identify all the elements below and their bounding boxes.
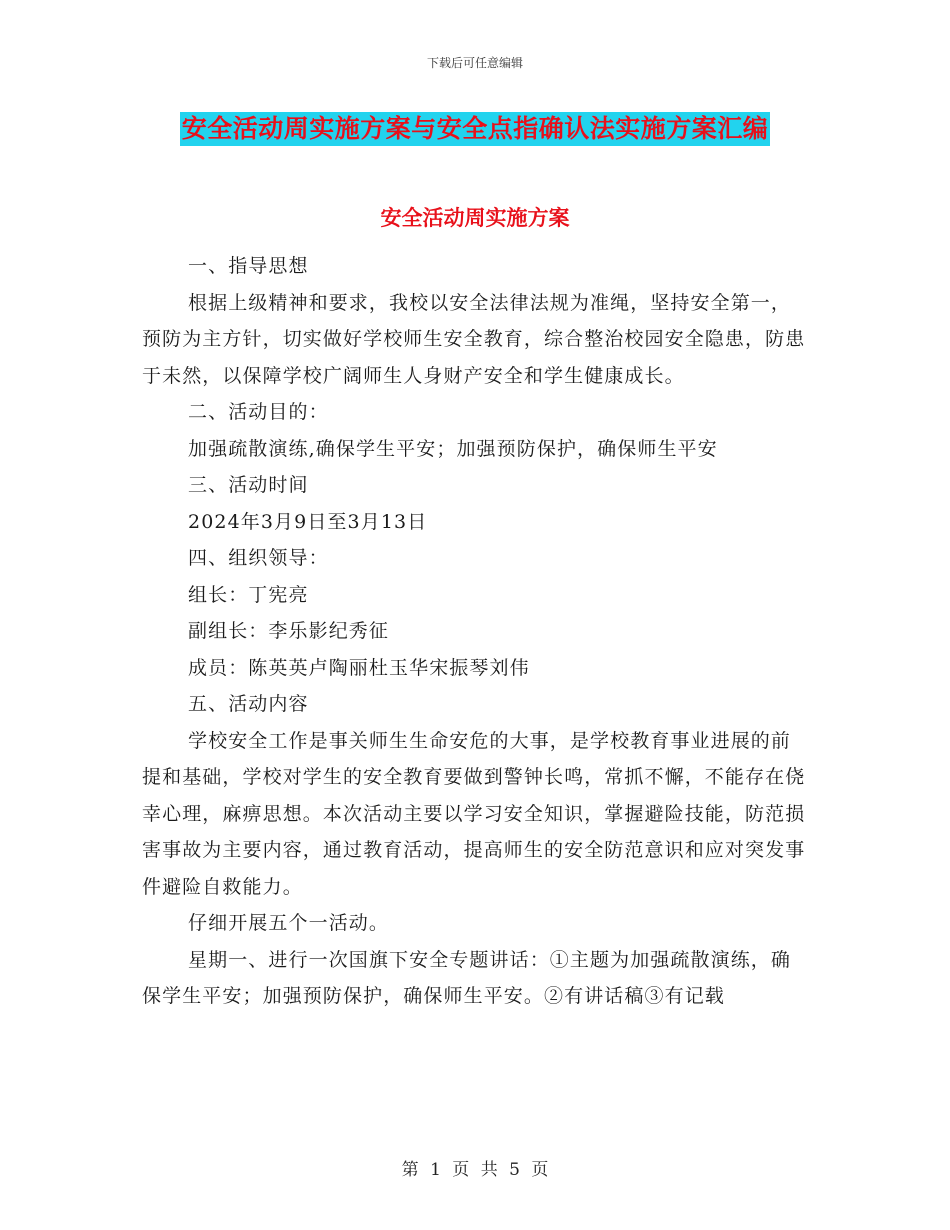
paragraph: 星期一、进行一次国旗下安全专题讲话：①主题为加强疏散演练，确保学生平安；加强预防保护，确保师生平安。②有讲话稿③有记载 [142, 948, 792, 1007]
header-note: 下载后可任意编辑 [426, 56, 523, 70]
page-footer: 第 1 页 共 5 页 [401, 1160, 549, 1180]
paragraph-heading-leadership: 四、组织领导： [188, 547, 329, 569]
paragraph-leader: 组长：丁宪亮 [188, 583, 309, 606]
document-title [0, 112, 950, 146]
paragraph: 加强疏散演练,确保学生平安；加强预防保护，确保师生平安 [188, 437, 718, 460]
section-title: 安全活动周实施方案 [380, 205, 570, 230]
paragraph-heading-purpose: 二、活动目的： [188, 401, 329, 423]
paragraph-members: 成员：陈英英卢陶丽杜玉华宋振琴刘伟 [188, 656, 530, 679]
paragraph-heading-time: 三、活动时间 [188, 474, 309, 496]
document-body [142, 248, 810, 1015]
paragraph: 根据上级精神和要求，我校以安全法律法规为准绳，坚持安全第一，预防为主方针，切实做好学校师生安全教育，综合整治校园安全隐患，防患于未然，以保障学校广阔师生人身财产安全和学生健康成长。 [142, 291, 806, 387]
paragraph-heading-guiding-thought: 一、指导思想 [188, 255, 309, 277]
paragraph: 学校安全工作是事关师生生命安危的大事，是学校教育事业进展的前提和基础，学校对学生的安全教育要做到警钟长鸣，常抓不懈，不能存在侥幸心理，麻痹思想。本次活动主要以学习安全知识，掌握避险技能，防范损害事故为主要内容，通过教育活动，提高师生的安全防范意识和应对突发事件避险自救能力。 [142, 729, 806, 898]
paragraph: 仔细开展五个一活动。 [188, 912, 390, 934]
paragraph-heading-content: 五、活动内容 [188, 693, 309, 715]
paragraph-date: 2024年3月9日至3月13日 [188, 510, 428, 533]
paragraph-deputy-leader: 副组长：李乐影纪秀征 [188, 620, 390, 642]
document-title-text: 安全活动周实施方案与安全点指确认法实施方案汇编 [180, 112, 771, 146]
